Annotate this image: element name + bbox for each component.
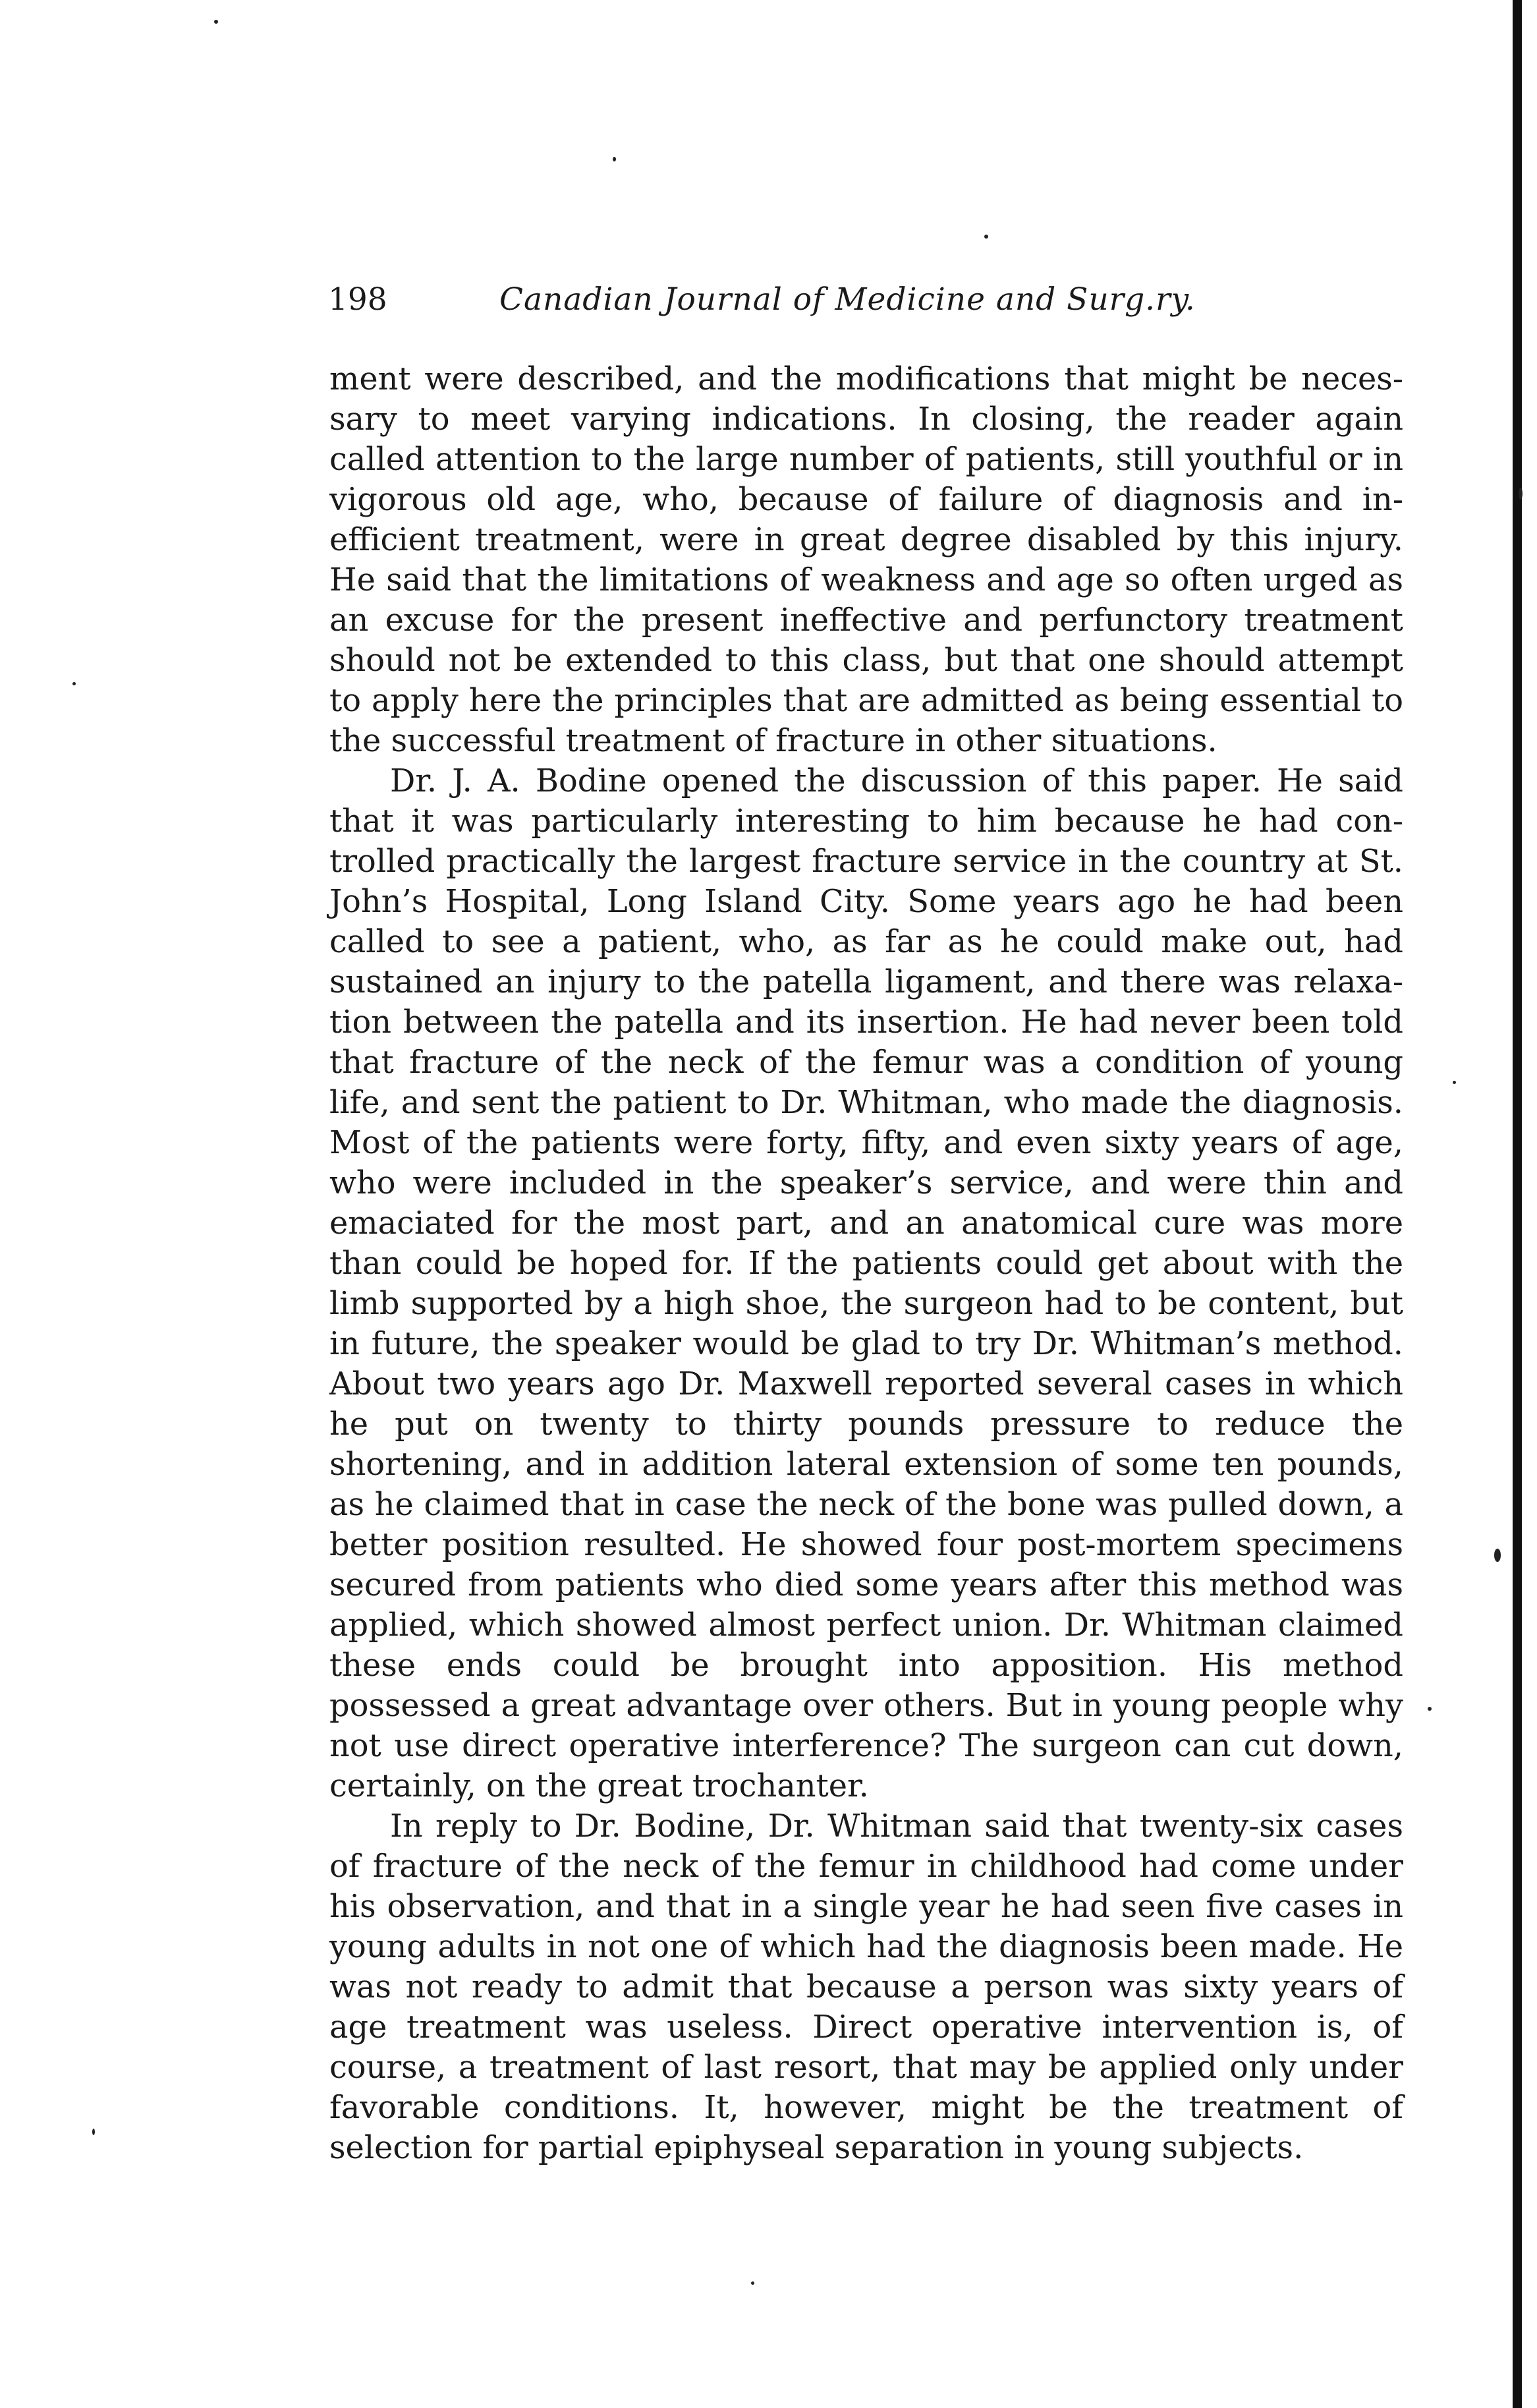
scan-speck [72,682,76,685]
scan-edge-shadow [1513,0,1522,2408]
scan-speck [751,2281,754,2285]
running-header [328,277,1409,323]
scan-speck [1494,1549,1501,1562]
scan-speck [984,235,988,239]
scan-speck [214,20,218,24]
scan-speck [613,157,616,161]
page-number: 198 [328,281,387,318]
scan-speck [1519,488,1523,500]
article-body [329,359,1403,2168]
paragraph-bodine-discussion: Dr. J. A. Bodine opened the discussion of this paper. He said that it was particularly interesting to him because he had controlled practically the largest fracture service in the country at St. John’s Hospital, Long Island City. Some years ago he had been called to see a patient, who, as far as he could make out, had sustained an injury to the patella ligament, and there was relaxation between the patella and its insertion. He had never been told that fracture of the neck of the femur was a condition of young life, and sent the patient to Dr. Whitman, who made the diagnosis. Most of the patients were forty, fifty, and even sixty years of age, who were included in the speaker’s service, and were thin and emaciated for the most part, and an anatomical cure was more than could be hoped for. If the patients could get about with the limb supported by a high shoe, the surgeon had to be content, but in future, the speaker would be glad to try Dr. Whitman’s method. About two years ago Dr. Maxwell reported several cases in which he put on twenty to thirty pounds pressure to reduce the shortening, and in addition lateral extension of some ten pounds, as he claimed that in case the neck of the bone was pulled down, a better position resulted. He showed four post-mortem specimens secured from patients who died some years after this method was applied, which showed almost perfect union. Dr. Whitman claimed these ends could be brought into apposition. His method possessed a great advantage over others. But in young people why not use direct operative interference? The surgeon can cut down, certainly, on the great trochanter. [329,763,1403,1804]
scan-speck [92,2129,95,2135]
scan-speck [1453,1081,1456,1084]
paragraph-whitman-reply: In reply to Dr. Bodine, Dr. Whitman said that twenty-six cases of fracture of the neck of the femur in childhood had come under his observation, and that in a single year he had seen five cases in young adults in not one of which had the diagnosis been made. He was not ready to admit that because a person was sixty years of age treatment was useless. Direct operative intervention is, of course, a treatment of last resort, that may be applied only under favorable conditions. It, however, might be the treatment of selection for partial epiphyseal separation in young subjects. [329,1808,1403,2166]
scan-speck [1428,1707,1432,1711]
journal-title: Canadian Journal of Medicine and Surg.ry. [499,281,1196,318]
paragraph-continuation: ment were described, and the modifications that might be necessary to meet varying indications. In closing, the reader again called attention to the large number of patients, still youthful or in vigorous old age, who, because of failure of diagnosis and inefficient treatment, were in great degree disabled by this injury. He said that the limitations of weakness and age so often urged as an excuse for the present ineffective and perfunctory treatment should not be extended to this class, but that one should attempt to apply here the principles that are admitted as being essential to the successful treatment of fracture in other situations. [329,361,1403,759]
